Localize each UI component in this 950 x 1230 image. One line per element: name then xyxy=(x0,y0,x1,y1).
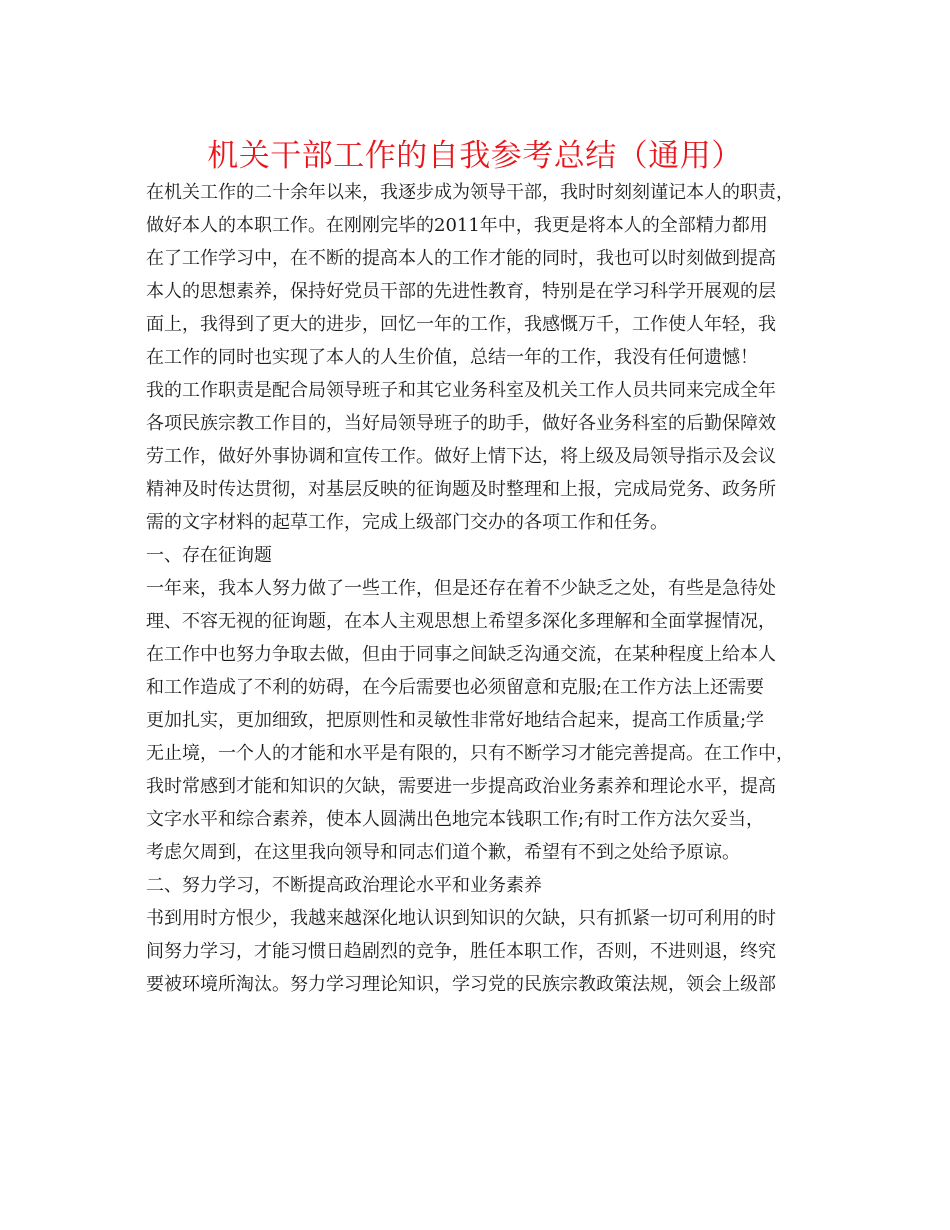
body-line: 面上，我得到了更大的进步，回忆一年的工作，我感慨万千，工作使人年轻，我 xyxy=(146,314,776,335)
body-line: 做好本人的本职工作。在刚刚完毕的2011年中，我更是将本人的全部精力都用 xyxy=(146,215,768,236)
body-line: 无止境，一个人的才能和水平是有限的，只有不断学习才能完善提高。在工作中， xyxy=(146,743,794,764)
body-line: 劳工作，做好外事协调和宣传工作。做好上情下达，将上级及局领导指示及会议 xyxy=(146,446,776,467)
body-line: 在了工作学习中，在不断的提高本人的工作才能的同时，我也可以时刻做到提高 xyxy=(146,248,776,269)
body-line: 考虑欠周到，在这里我向领导和同志们道个歉，希望有不到之处给予原谅。 xyxy=(146,842,740,863)
body-line: 间努力学习，才能习惯日趋剧烈的竞争，胜任本职工作，否则，不进则退，终究 xyxy=(146,941,776,962)
body-line: 理、不容无视的征询题，在本人主观思想上希望多深化多理解和全面掌握情况， xyxy=(146,611,776,632)
body-line: 一年来，我本人努力做了一些工作，但是还存在着不少缺乏之处，有些是急待处 xyxy=(146,578,776,599)
body-line: 在工作的同时也实现了本人的人生价值，总结一年的工作，我没有任何遗憾！ xyxy=(146,347,758,368)
body-line: 在工作中也努力争取去做，但由于同事之间缺乏沟通交流，在某种程度上给本人 xyxy=(146,644,776,665)
body-line: 书到用时方恨少，我越来越深化地认识到知识的欠缺，只有抓紧一切可利用的时 xyxy=(146,908,776,929)
section-heading: 一、存在征询题 xyxy=(146,545,272,566)
body-line: 在机关工作的二十余年以来，我逐步成为领导干部，我时时刻刻谨记本人的职责， xyxy=(146,182,794,203)
body-line: 文字水平和综合素养，使本人圆满出色地完本钱职工作;有时工作方法欠妥当， xyxy=(146,809,765,830)
body-line: 本人的思想素养，保持好党员干部的先进性教育，特别是在学习科学开展观的层 xyxy=(146,281,776,302)
body-line: 精神及时传达贯彻，对基层反映的征询题及时整理和上报，完成局党务、政务所 xyxy=(146,479,776,500)
body-line: 需的文字材料的起草工作，完成上级部门交办的各项工作和任务。 xyxy=(146,512,668,533)
body-line: 各项民族宗教工作目的，当好局领导班子的助手，做好各业务科室的后勤保障效 xyxy=(146,413,776,434)
body-line: 更加扎实，更加细致，把原则性和灵敏性非常好地结合起来，提高工作质量;学 xyxy=(146,710,765,731)
body-line: 和工作造成了不利的妨碍，在今后需要也必须留意和克服;在工作方法上还需要 xyxy=(146,677,765,698)
section-heading: 二、努力学习，不断提高政治理论水平和业务素养 xyxy=(146,875,542,896)
body-line: 我时常感到才能和知识的欠缺，需要进一步提高政治业务素养和理论水平，提高 xyxy=(146,776,776,797)
body-line: 要被环境所淘汰。努力学习理论知识，学习党的民族宗教政策法规，领会上级部 xyxy=(146,974,776,995)
document-title: 机关干部工作的自我参考总结（通用） xyxy=(207,138,743,174)
document-body xyxy=(146,176,816,1001)
body-line: 我的工作职责是配合局领导班子和其它业务科室及机关工作人员共同来完成全年 xyxy=(146,380,776,401)
